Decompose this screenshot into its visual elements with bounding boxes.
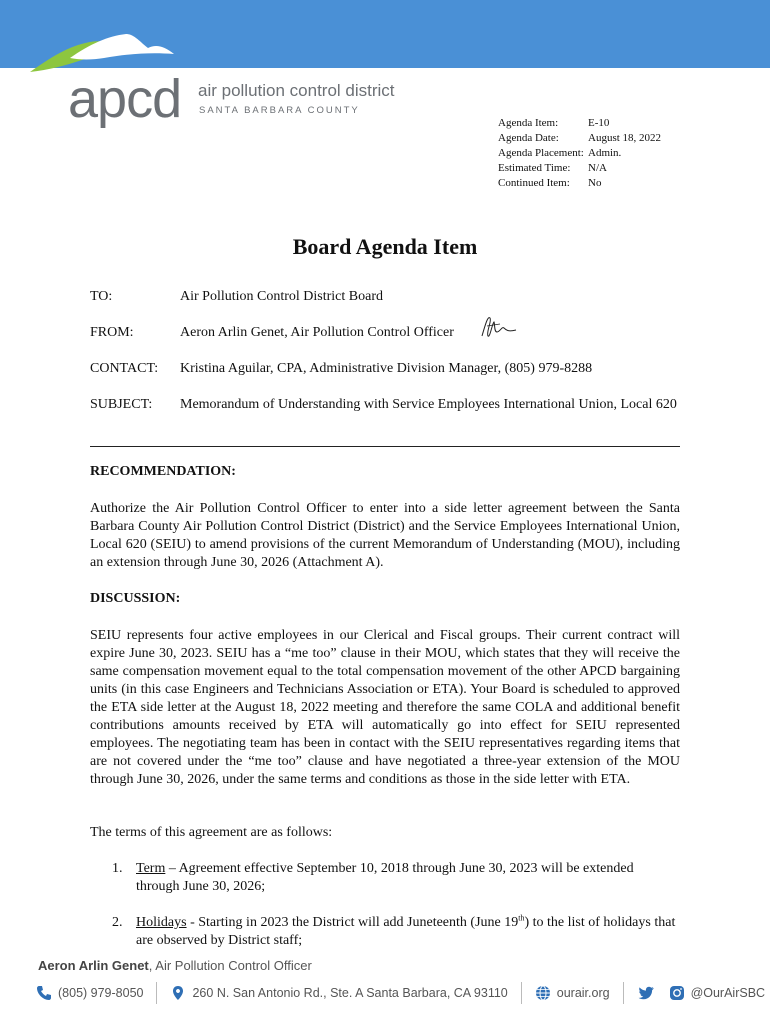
footer-social [637,985,766,1001]
footer-divider [521,982,522,1004]
meta-label: Agenda Date: [498,132,559,144]
footer-phone-text: (805) 979-8050 [58,986,144,1000]
phone-icon [36,985,52,1001]
header-divider [90,446,680,447]
footer-divider [623,982,624,1004]
logo-abbreviation: apcd [68,69,182,129]
location-pin-icon [170,985,186,1001]
page-title: Board Agenda Item [292,234,478,259]
recommendation-heading: RECOMMENDATION: [90,464,236,479]
footer-officer-name: Aeron Arlin Genet [38,958,149,973]
discussion-heading: DISCUSSION: [90,591,181,606]
footer-website [535,985,610,1001]
meta-row [498,116,661,131]
footer-address-text: 260 N. San Antonio Rd., Ste. A Santa Barbara, CA 93110 [192,986,508,1000]
list-item-text: – Agreement effective September 10, 2018 through June 30, 2023 will be extended through June 30, 2026; [136,861,634,894]
meta-label: Agenda Item: [498,117,559,129]
footer-officer-role: , Air Pollution Control Officer [148,958,312,973]
meta-value: No [588,177,602,189]
meta-value: Admin. [588,147,622,159]
globe-icon [535,985,551,1001]
list-item-title: Term [136,861,166,876]
meta-label: Estimated Time: [498,162,571,174]
agenda-metadata [498,116,661,191]
subject-value: Memorandum of Understanding with Service Employees International Union, Local 620 [180,397,677,412]
footer-social-text: @OurAirSBC [690,986,766,1000]
list-item-body [136,860,680,896]
from-label: FROM: [90,325,134,340]
meta-value: E-10 [588,117,610,129]
meta-row [498,161,661,176]
list-item-title: Holidays [136,915,187,930]
subject-label: SUBJECT: [90,397,153,412]
footer-contact-bar [36,982,765,1004]
contact-label: CONTACT: [90,361,159,376]
list-item-body [136,914,680,950]
meta-label: Continued Item: [498,177,570,189]
footer-phone [36,985,143,1001]
instagram-icon [669,985,685,1001]
meta-label: Agenda Placement: [498,147,584,159]
footer-divider [156,982,157,1004]
from-value: Aeron Arlin Genet, Air Pollution Control Officer [180,325,454,340]
logo-organization-name: air pollution control district [198,81,395,100]
meta-row [498,146,661,161]
list-item-superscript: th [518,913,525,923]
list-item-text: - Starting in 2023 the District will add Juneteenth (June 19 [186,915,519,930]
list-item-number: 2. [112,915,123,930]
meta-value: N/A [588,162,607,174]
logo-county: SANTA BARBARA COUNTY [199,105,360,116]
to-label: TO: [90,289,113,304]
terms-intro: The terms of this agreement are as follows: [90,825,333,840]
to-value: Air Pollution Control District Board [180,289,383,304]
meta-row [498,176,661,191]
meta-value: August 18, 2022 [588,132,662,144]
twitter-icon [637,985,655,1001]
footer-website-text: ourair.org [556,986,610,1000]
discussion-text: SEIU represents four active employees in our Clerical and Fiscal groups. Their current contract will expire June 30, 2023. SEIU has a “me too” clause in their MOU, which states that they will receive the same compensation movement equal to the total compensation movement of the other APCD bargaining units (in this case Engineers and Technicians Association or ETA). Your Board is scheduled to approved the ETA side letter at the August 18, 2022 meeting and therefore the same COLA and additional benefit contributions amounts received by ETA will automatically go into effect for SEIU represented employees. The negotiating team has been in contact with the SEIU representatives regarding items that are not covered under the “me too” clause and have negotiated a three-year extension of the MOU through June 30, 2026, under the same terms and conditions as those in the side letter with ETA. [90,628,680,787]
contact-value: Kristina Aguilar, CPA, Administrative Division Manager, (805) 979-8288 [180,361,593,376]
footer-address [170,985,507,1001]
signature-icon [478,312,518,342]
footer-officer [38,958,312,973]
recommendation-text: Authorize the Air Pollution Control Officer to enter into a side letter agreement between the Santa Barbara County Air Pollution Control District (District) and the Service Employees International Union, Local 620 (SEIU) to amend provisions of the current Memorandum of Understanding (MOU), including an extension through June 30, 2026 (Attachment A). [90,501,680,570]
meta-row [498,131,661,146]
list-item-number: 1. [112,861,123,876]
list-item-text: ) to the list of holidays that are observed by District staff; [136,915,676,948]
